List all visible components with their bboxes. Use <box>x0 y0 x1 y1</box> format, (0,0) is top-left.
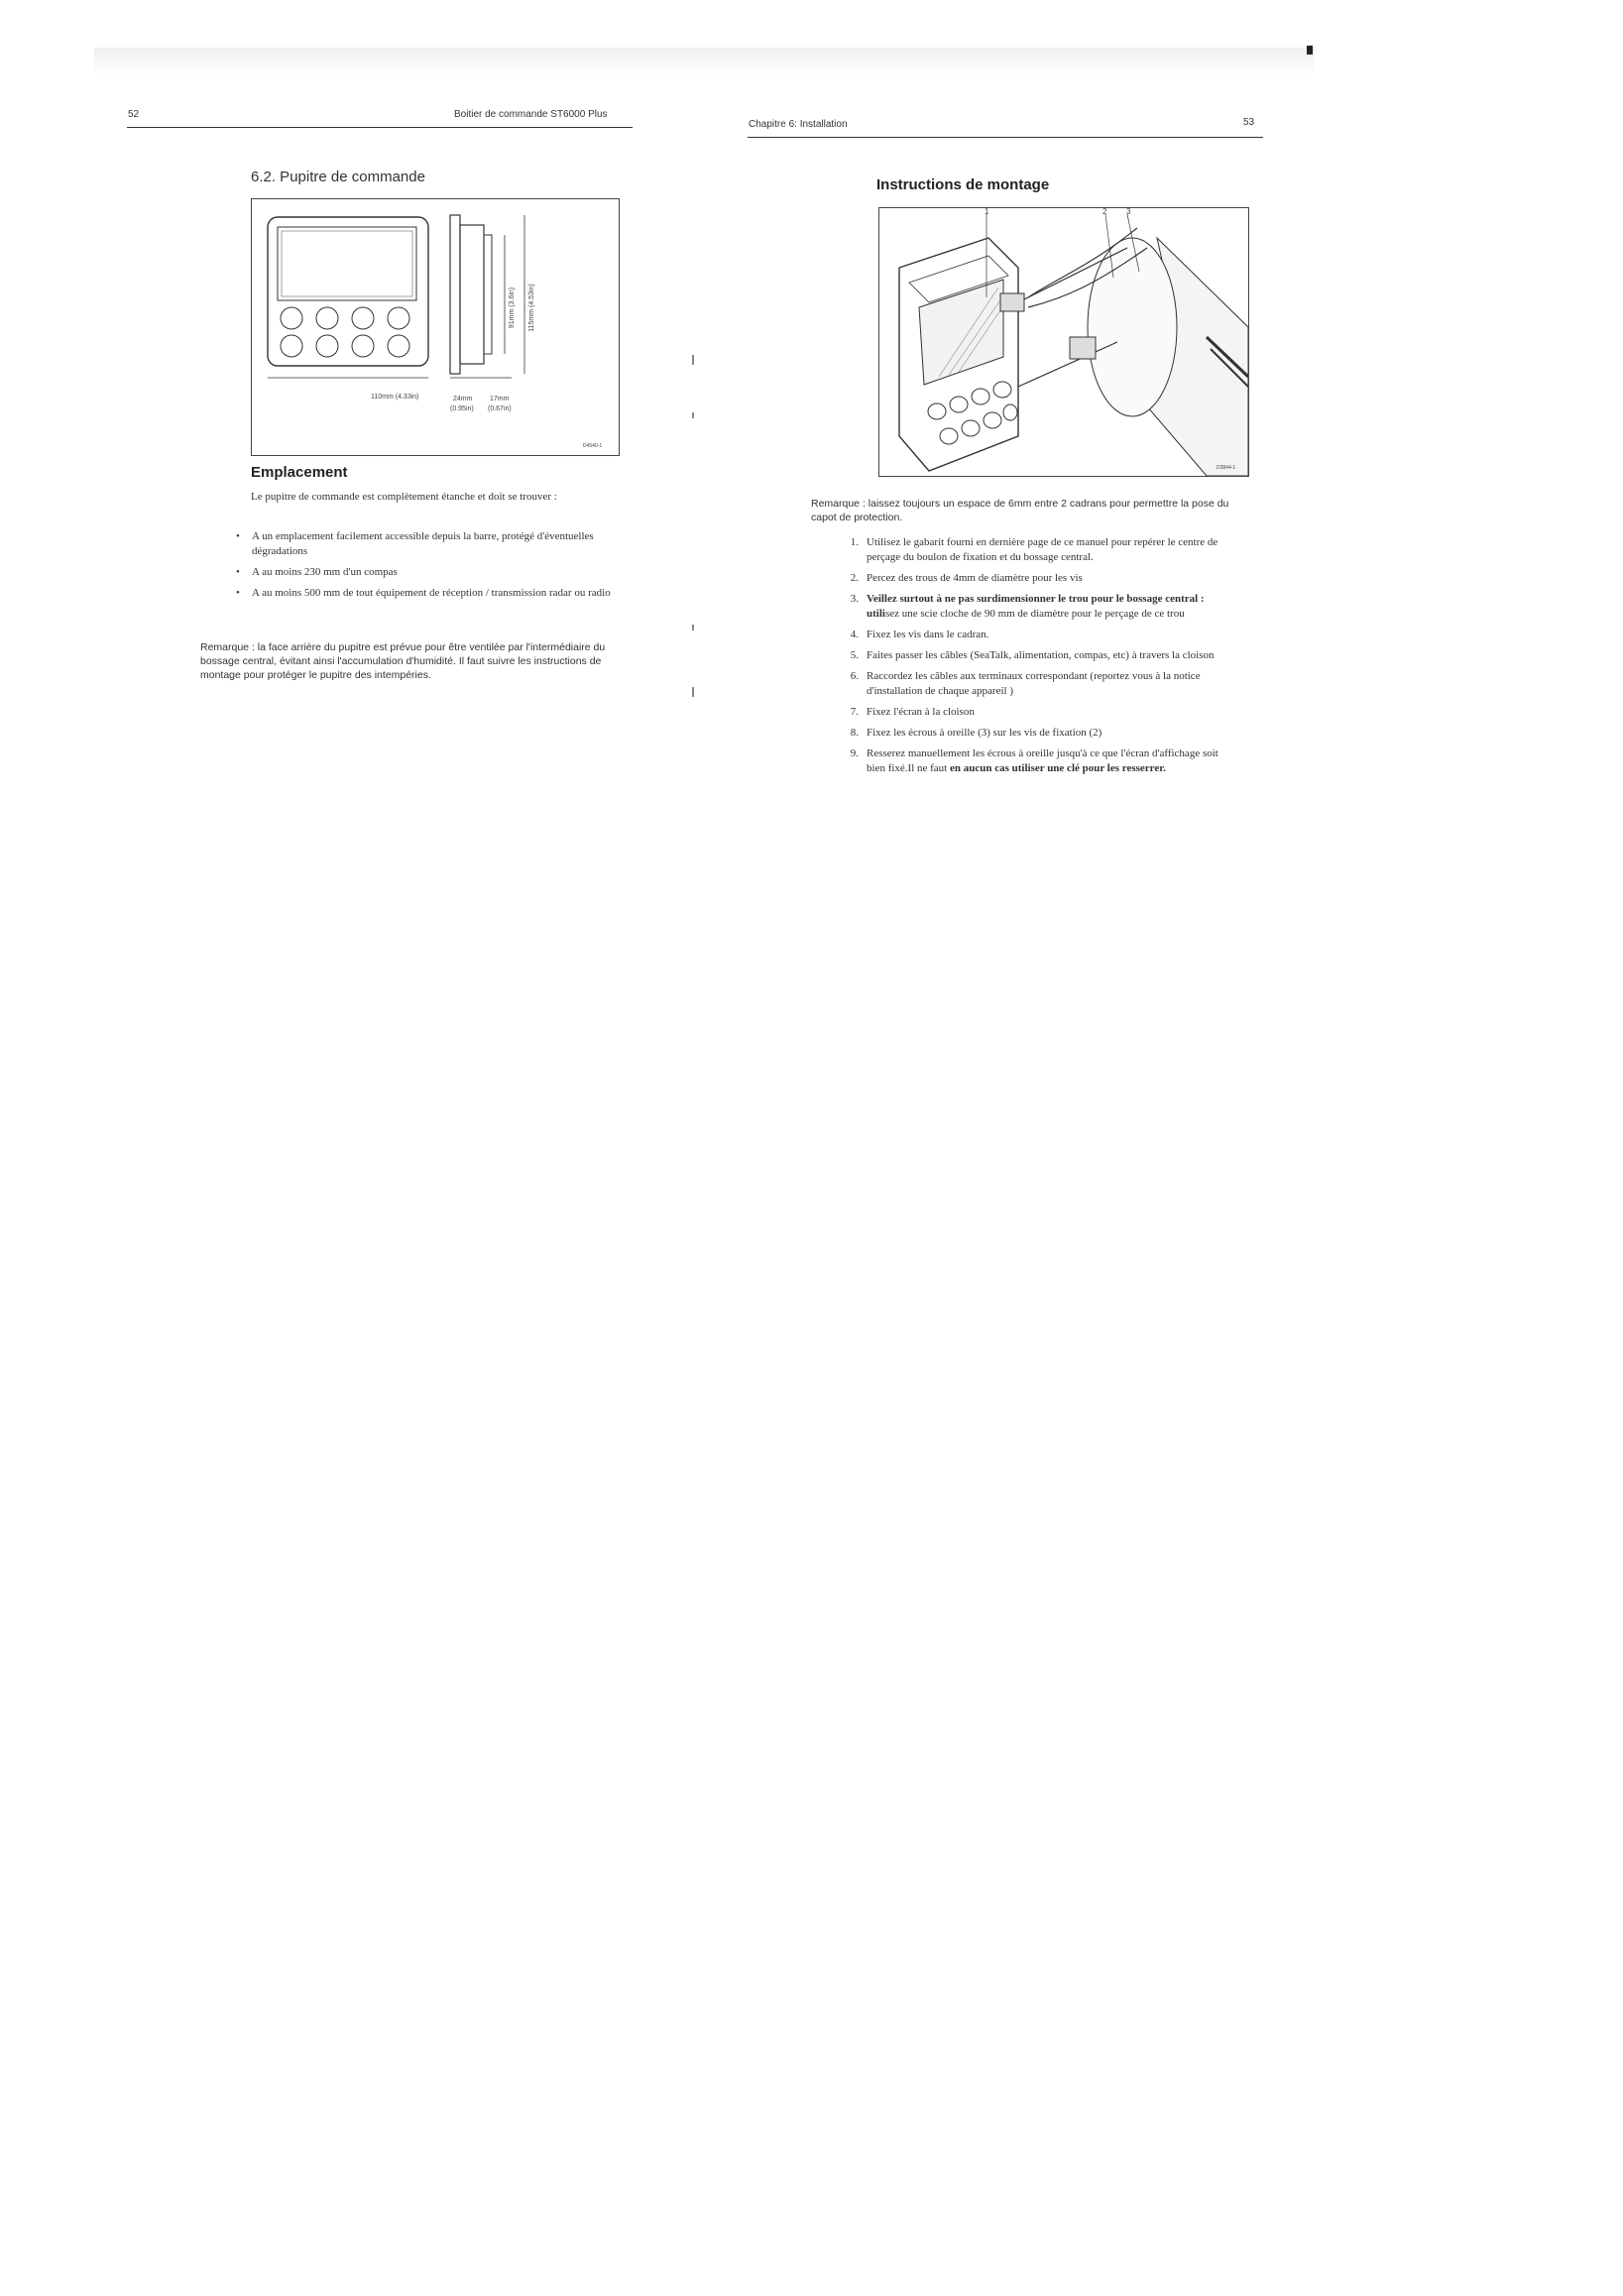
depth-label-17mm-in: (0.67in) <box>488 405 512 412</box>
width-dimension-label: 110mm (4.33in) <box>371 394 419 401</box>
mounting-drawing <box>879 208 1248 476</box>
page-number-left: 52 <box>128 109 140 120</box>
list-item: • A au moins 500 mm de tout équipement de réception / transmission radar ou radio <box>236 586 623 601</box>
mounting-steps-list <box>839 535 1235 782</box>
gutter-mark <box>692 687 694 697</box>
section-title: 6.2. Pupitre de commande <box>251 169 425 185</box>
running-header-left: Boitier de commande ST6000 Plus <box>454 109 608 120</box>
gutter-mark <box>692 355 694 365</box>
list-item: • A un emplacement facilement accessible depuis la barre, protégé d'éventuelles dégradations <box>236 529 623 559</box>
callout-2: 2 <box>1102 207 1107 216</box>
subheading-montage: Instructions de montage <box>876 176 1050 193</box>
depth-label-17mm: 17mm <box>490 396 510 402</box>
list-item: • A au moins 230 mm d'un compas <box>236 565 623 580</box>
height-inner-label: 91mm (3.6in) <box>509 287 517 329</box>
running-header-right: Chapitre 6: Installation <box>749 119 848 130</box>
remark-text: laissez toujours un espace de 6mm entre 2 cadrans pour permettre la pose du capot de protection. <box>811 498 1229 523</box>
height-outer-label: 115mm (4.53in) <box>527 284 535 332</box>
list-item: 9. Resserez manuellement les écrous à oreille jusqu'à ce que l'écran d'affichage soit bien fixé.Il ne faut en aucun cas utiliser une clé pour les resserrer. <box>850 747 1218 774</box>
figure-code-right: D3844-1 <box>1217 465 1236 471</box>
controller-dimension-figure <box>251 198 620 456</box>
subheading-emplacement: Emplacement <box>251 464 348 481</box>
list-item: 7. Fixez l'écran à la cloison <box>850 706 975 718</box>
page-number-right: 53 <box>1243 117 1255 128</box>
depth-label-24mm-in: (0.95in) <box>450 405 474 412</box>
callout-1: 1 <box>985 207 989 216</box>
list-item: 1. Utilisez le gabarit fourni en dernière page de ce manuel pour repérer le centre de perçage du boulon de fixation et du bossage central. <box>850 536 1218 563</box>
figure-code-left: D4540-1 <box>583 443 603 449</box>
remark-block-left <box>200 640 637 682</box>
gutter-mark <box>692 625 694 631</box>
gutter-mark <box>692 412 694 418</box>
list-item: 2. Percez des trous de 4mm de diamètre pour les vis <box>850 572 1083 584</box>
remark-text: la face arrière du pupitre est prévue pour être ventilée par l'intermédiaire du bossage central, évitant ainsi l'accumulation d'humidité. Il faut suivre les instructions de montage pour protéger le pupitre des intempéries. <box>200 641 606 681</box>
remark-block-right <box>811 497 1247 524</box>
scan-edge-shadow <box>94 48 1314 77</box>
list-item: 3. Veillez surtout à ne pas surdimensionner le trou pour le bossage central : utilisez une scie cloche de 90 mm de diamètre pour le perçage de ce trou <box>850 593 1205 620</box>
list-item: 4. Fixez les vis dans le cadran. <box>850 629 989 640</box>
header-rule-right <box>748 137 1263 138</box>
controller-drawing <box>252 199 619 455</box>
remark-label: Remarque : <box>200 641 255 653</box>
scan-corner-mark <box>1307 46 1313 55</box>
list-item: 5. Faites passer les câbles (SeaTalk, alimentation, compas, etc) à travers la cloison <box>850 649 1215 661</box>
depth-label-24mm: 24mm <box>453 396 473 402</box>
callout-3: 3 <box>1126 207 1131 216</box>
placement-bullet-list <box>236 529 623 607</box>
remark-label: Remarque : <box>811 498 866 510</box>
intro-paragraph: Le pupitre de commande est complètement étanche et doit se trouver : <box>251 491 557 503</box>
list-item: 8. Fixez les écrous à oreille (3) sur les vis de fixation (2) <box>850 727 1102 739</box>
mounting-figure <box>878 207 1249 477</box>
list-item: 6. Raccordez les câbles aux terminaux correspondant (reportez vous à la notice d'installation de chaque appareil ) <box>850 670 1201 697</box>
header-rule-left <box>127 127 633 128</box>
